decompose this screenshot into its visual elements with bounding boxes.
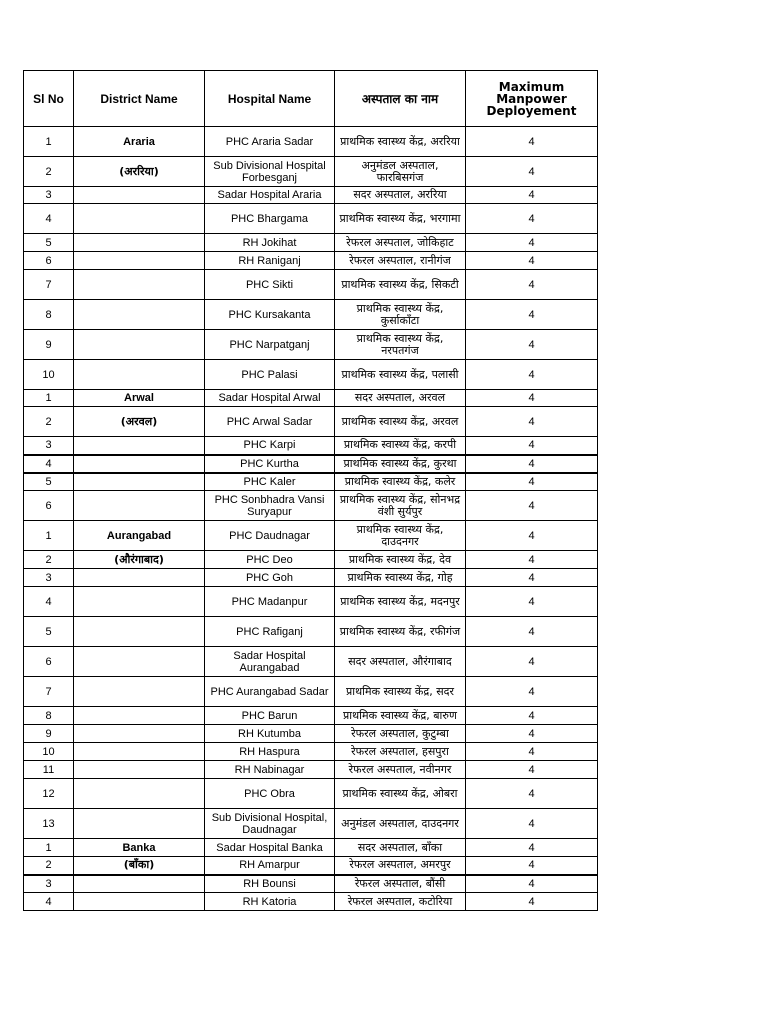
sl-no-cell: 1: [24, 390, 74, 407]
table-row: [24, 551, 598, 569]
sl-no-cell: 13: [24, 809, 74, 839]
district-name-cell: [74, 187, 205, 204]
table-row: [24, 875, 598, 893]
manpower-cell: 4: [466, 875, 598, 893]
sl-no-cell: 10: [24, 360, 74, 390]
table-row: [24, 407, 598, 437]
hospital-name-hindi-cell: रेफरल अस्पताल, हसपुरा: [335, 743, 466, 761]
hospital-name-cell: PHC Daudnagar: [205, 521, 335, 551]
hospital-name-hindi-cell: सदर अस्पताल, औरंगाबाद: [335, 647, 466, 677]
district-name-cell: [74, 875, 205, 893]
manpower-cell: 4: [466, 779, 598, 809]
hospital-name-cell: Sadar Hospital Arwal: [205, 390, 335, 407]
hospital-name-cell: Sadar Hospital Banka: [205, 839, 335, 857]
table-row: [24, 521, 598, 551]
manpower-cell: 4: [466, 809, 598, 839]
table-row: [24, 187, 598, 204]
district-name-cell: (अरवल): [74, 407, 205, 437]
table-row: [24, 390, 598, 407]
sl-no-cell: 9: [24, 725, 74, 743]
table-row: [24, 234, 598, 252]
manpower-cell: 4: [466, 677, 598, 707]
sl-no-cell: 6: [24, 252, 74, 270]
table-row: [24, 677, 598, 707]
manpower-cell: 4: [466, 761, 598, 779]
district-name-cell: [74, 893, 205, 911]
hospital-name-cell: PHC Palasi: [205, 360, 335, 390]
hospital-name-cell: PHC Araria Sadar: [205, 127, 335, 157]
hospital-name-hindi-cell: प्राथमिक स्वास्थ्य केंद्र, अररिया: [335, 127, 466, 157]
sl-no-cell: 8: [24, 707, 74, 725]
sl-no-cell: 2: [24, 551, 74, 569]
district-name-cell: [74, 234, 205, 252]
hospital-name-hindi-cell: प्राथमिक स्वास्थ्य केंद्र, सिकटी: [335, 270, 466, 300]
district-name-cell: Banka: [74, 839, 205, 857]
hospital-name-cell: PHC Goh: [205, 569, 335, 587]
hospital-name-cell: RH Nabinagar: [205, 761, 335, 779]
manpower-cell: 4: [466, 455, 598, 473]
sl-no-cell: 12: [24, 779, 74, 809]
table-row: [24, 473, 598, 491]
table-row: [24, 455, 598, 473]
manpower-cell: 4: [466, 587, 598, 617]
district-name-cell: (औरंगाबाद): [74, 551, 205, 569]
sl-no-cell: 9: [24, 330, 74, 360]
hospital-name-hindi-cell: अनुमंडल अस्पताल, फारबिसगंज: [335, 157, 466, 187]
hospital-name-hindi-cell: प्राथमिक स्वास्थ्य केंद्र, सोनभद्र वंशी सुर्यपुर: [335, 491, 466, 521]
hospital-name-cell: PHC Bhargama: [205, 204, 335, 234]
sl-no-cell: 2: [24, 157, 74, 187]
sl-no-cell: 11: [24, 761, 74, 779]
table-row: [24, 587, 598, 617]
sl-no-cell: 3: [24, 569, 74, 587]
district-name-cell: [74, 360, 205, 390]
manpower-cell: 4: [466, 252, 598, 270]
hospital-name-cell: PHC Rafiganj: [205, 617, 335, 647]
hospital-name-hindi-cell: प्राथमिक स्वास्थ्य केंद्र, कुरथा: [335, 455, 466, 473]
manpower-cell: 4: [466, 234, 598, 252]
table-row: [24, 300, 598, 330]
sl-no-cell: 8: [24, 300, 74, 330]
manpower-cell: 4: [466, 617, 598, 647]
table-row: [24, 725, 598, 743]
table-row: [24, 647, 598, 677]
sl-no-cell: 1: [24, 839, 74, 857]
sl-no-cell: 1: [24, 521, 74, 551]
hospital-manpower-table: [23, 70, 598, 911]
district-name-cell: [74, 252, 205, 270]
table-body: [24, 127, 598, 911]
manpower-cell: 4: [466, 893, 598, 911]
header-hospital-name-hindi: अस्पताल का नाम: [335, 71, 466, 127]
hospital-name-hindi-cell: प्राथमिक स्वास्थ्य केंद्र, ओबरा: [335, 779, 466, 809]
manpower-cell: 4: [466, 390, 598, 407]
hospital-name-hindi-cell: प्राथमिक स्वास्थ्य केंद्र, सदर: [335, 677, 466, 707]
hospital-name-cell: PHC Aurangabad Sadar: [205, 677, 335, 707]
district-name-cell: [74, 473, 205, 491]
hospital-name-hindi-cell: प्राथमिक स्वास्थ्य केंद्र, नरपतगंज: [335, 330, 466, 360]
hospital-name-cell: RH Jokihat: [205, 234, 335, 252]
table-row: [24, 779, 598, 809]
district-name-cell: [74, 330, 205, 360]
hospital-name-cell: PHC Madanpur: [205, 587, 335, 617]
table-row: [24, 761, 598, 779]
hospital-name-hindi-cell: रेफरल अस्पताल, जोकिहाट: [335, 234, 466, 252]
manpower-cell: 4: [466, 647, 598, 677]
manpower-cell: 4: [466, 569, 598, 587]
hospital-name-hindi-cell: रेफरल अस्पताल, अमरपुर: [335, 857, 466, 875]
district-name-cell: (बाँका): [74, 857, 205, 875]
hospital-name-cell: PHC Kurtha: [205, 455, 335, 473]
sl-no-cell: 6: [24, 647, 74, 677]
manpower-cell: 4: [466, 300, 598, 330]
hospital-name-cell: PHC Kursakanta: [205, 300, 335, 330]
hospital-name-hindi-cell: प्राथमिक स्वास्थ्य केंद्र, कुर्साकाँटा: [335, 300, 466, 330]
district-name-cell: Arwal: [74, 390, 205, 407]
table-row: [24, 893, 598, 911]
table-row: [24, 617, 598, 647]
hospital-name-cell: PHC Sonbhadra Vansi Suryapur: [205, 491, 335, 521]
hospital-name-cell: Sub Divisional Hospital Forbesganj: [205, 157, 335, 187]
sl-no-cell: 6: [24, 491, 74, 521]
hospital-name-hindi-cell: प्राथमिक स्वास्थ्य केंद्र, रफीगंज: [335, 617, 466, 647]
table-row: [24, 809, 598, 839]
district-name-cell: Aurangabad: [74, 521, 205, 551]
table-row: [24, 569, 598, 587]
hospital-name-hindi-cell: सदर अस्पताल, अरवल: [335, 390, 466, 407]
hospital-name-hindi-cell: रेफरल अस्पताल, बौंसी: [335, 875, 466, 893]
hospital-name-cell: RH Haspura: [205, 743, 335, 761]
sl-no-cell: 5: [24, 473, 74, 491]
sl-no-cell: 4: [24, 455, 74, 473]
district-name-cell: [74, 587, 205, 617]
sl-no-cell: 10: [24, 743, 74, 761]
header-hospital-name: Hospital Name: [205, 71, 335, 127]
hospital-name-hindi-cell: रेफरल अस्पताल, रानीगंज: [335, 252, 466, 270]
header-sl-no: Sl No: [24, 71, 74, 127]
hospital-name-cell: PHC Sikti: [205, 270, 335, 300]
sl-no-cell: 4: [24, 587, 74, 617]
sl-no-cell: 7: [24, 270, 74, 300]
hospital-name-hindi-cell: प्राथमिक स्वास्थ्य केंद्र, अरवल: [335, 407, 466, 437]
district-name-cell: Araria: [74, 127, 205, 157]
manpower-cell: 4: [466, 725, 598, 743]
manpower-cell: 4: [466, 491, 598, 521]
hospital-name-cell: PHC Obra: [205, 779, 335, 809]
district-name-cell: [74, 437, 205, 455]
hospital-name-hindi-cell: प्राथमिक स्वास्थ्य केंद्र, बारुण: [335, 707, 466, 725]
hospital-name-hindi-cell: सदर अस्पताल, अररिया: [335, 187, 466, 204]
hospital-name-hindi-cell: प्राथमिक स्वास्थ्य केंद्र, कलेर: [335, 473, 466, 491]
hospital-name-cell: PHC Narpatganj: [205, 330, 335, 360]
header-district-name: District Name: [74, 71, 205, 127]
manpower-cell: 4: [466, 204, 598, 234]
district-name-cell: [74, 647, 205, 677]
sl-no-cell: 7: [24, 677, 74, 707]
district-name-cell: (अररिया): [74, 157, 205, 187]
hospital-name-cell: RH Katoria: [205, 893, 335, 911]
manpower-cell: 4: [466, 743, 598, 761]
hospital-name-cell: PHC Deo: [205, 551, 335, 569]
hospital-name-hindi-cell: प्राथमिक स्वास्थ्य केंद्र, देव: [335, 551, 466, 569]
hospital-name-cell: Sub Divisional Hospital, Daudnagar: [205, 809, 335, 839]
sl-no-cell: 3: [24, 875, 74, 893]
district-name-cell: [74, 300, 205, 330]
manpower-cell: 4: [466, 839, 598, 857]
sl-no-cell: 4: [24, 204, 74, 234]
table-row: [24, 204, 598, 234]
table-row: [24, 839, 598, 857]
manpower-cell: 4: [466, 521, 598, 551]
manpower-cell: 4: [466, 127, 598, 157]
sl-no-cell: 2: [24, 857, 74, 875]
hospital-name-hindi-cell: रेफरल अस्पताल, कटोरिया: [335, 893, 466, 911]
district-name-cell: [74, 779, 205, 809]
table-row: [24, 157, 598, 187]
table-row: [24, 491, 598, 521]
manpower-cell: 4: [466, 407, 598, 437]
hospital-name-cell: RH Raniganj: [205, 252, 335, 270]
table-row: [24, 330, 598, 360]
district-name-cell: [74, 204, 205, 234]
hospital-name-cell: PHC Karpi: [205, 437, 335, 455]
hospital-name-hindi-cell: प्राथमिक स्वास्थ्य केंद्र, पलासी: [335, 360, 466, 390]
table-row: [24, 252, 598, 270]
table-row: [24, 707, 598, 725]
manpower-cell: 4: [466, 360, 598, 390]
manpower-cell: 4: [466, 551, 598, 569]
sl-no-cell: 4: [24, 893, 74, 911]
sl-no-cell: 2: [24, 407, 74, 437]
district-name-cell: [74, 569, 205, 587]
district-name-cell: [74, 677, 205, 707]
district-name-cell: [74, 809, 205, 839]
hospital-name-hindi-cell: प्राथमिक स्वास्थ्य केंद्र, दाउदनगर: [335, 521, 466, 551]
hospital-name-cell: Sadar Hospital Araria: [205, 187, 335, 204]
sl-no-cell: 3: [24, 437, 74, 455]
sl-no-cell: 5: [24, 617, 74, 647]
hospital-name-cell: RH Bounsi: [205, 875, 335, 893]
hospital-name-hindi-cell: प्राथमिक स्वास्थ्य केंद्र, करपी: [335, 437, 466, 455]
district-name-cell: [74, 725, 205, 743]
manpower-cell: 4: [466, 330, 598, 360]
header-row: [24, 71, 598, 127]
table-row: [24, 127, 598, 157]
sl-no-cell: 3: [24, 187, 74, 204]
table-row: [24, 270, 598, 300]
hospital-name-hindi-cell: रेफरल अस्पताल, नवीनगर: [335, 761, 466, 779]
table-row: [24, 857, 598, 875]
manpower-cell: 4: [466, 437, 598, 455]
hospital-name-hindi-cell: सदर अस्पताल, बाँका: [335, 839, 466, 857]
table-row: [24, 743, 598, 761]
manpower-cell: 4: [466, 157, 598, 187]
hospital-name-hindi-cell: प्राथमिक स्वास्थ्य केंद्र, गोह: [335, 569, 466, 587]
header-max-manpower: Maximum Manpower Deployement: [466, 71, 598, 127]
district-name-cell: [74, 455, 205, 473]
district-name-cell: [74, 743, 205, 761]
hospital-name-cell: RH Amarpur: [205, 857, 335, 875]
table-row: [24, 360, 598, 390]
district-name-cell: [74, 617, 205, 647]
manpower-cell: 4: [466, 857, 598, 875]
manpower-cell: 4: [466, 187, 598, 204]
hospital-name-cell: PHC Arwal Sadar: [205, 407, 335, 437]
district-name-cell: [74, 491, 205, 521]
hospital-name-hindi-cell: रेफरल अस्पताल, कुटुम्बा: [335, 725, 466, 743]
manpower-cell: 4: [466, 707, 598, 725]
manpower-cell: 4: [466, 473, 598, 491]
hospital-name-cell: PHC Kaler: [205, 473, 335, 491]
hospital-name-cell: PHC Barun: [205, 707, 335, 725]
district-name-cell: [74, 761, 205, 779]
sl-no-cell: 5: [24, 234, 74, 252]
hospital-name-hindi-cell: प्राथमिक स्वास्थ्य केंद्र, भरगामा: [335, 204, 466, 234]
table-row: [24, 437, 598, 455]
hospital-name-cell: RH Kutumba: [205, 725, 335, 743]
district-name-cell: [74, 707, 205, 725]
sl-no-cell: 1: [24, 127, 74, 157]
hospital-name-cell: Sadar Hospital Aurangabad: [205, 647, 335, 677]
hospital-name-hindi-cell: अनुमंडल अस्पताल, दाउदनगर: [335, 809, 466, 839]
manpower-cell: 4: [466, 270, 598, 300]
district-name-cell: [74, 270, 205, 300]
hospital-name-hindi-cell: प्राथमिक स्वास्थ्य केंद्र, मदनपुर: [335, 587, 466, 617]
